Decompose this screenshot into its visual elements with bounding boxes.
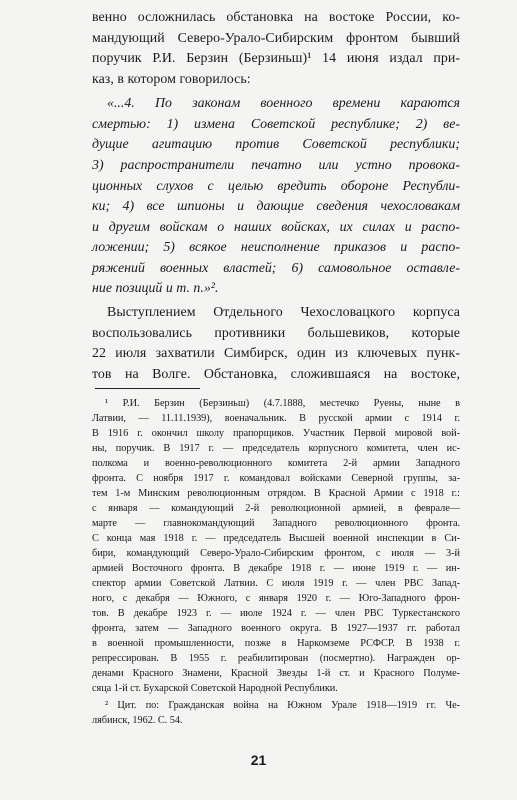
footnote-line: репрессирован. В 1955 г. реабилитирован (посмертно). Награжден ор-: [92, 653, 460, 664]
quote-line: ки; 4) все шпионы и дающие сведения чехословакам: [92, 199, 460, 214]
quote-line: ложении; 5) всякое неисполнение приказов и распо-: [92, 240, 460, 255]
footnote-line: фронта, затем — Западного военного округа. В 1927—1937 гг. работал: [92, 623, 460, 634]
quote-line: ние позиций и т. п.»².: [92, 281, 219, 296]
footnote-line: ны, поручик. В 1917 г. — председатель корпусного комитета, член ис-: [92, 443, 460, 454]
footnote-line: полкома и военно-революционного комитета 2-й армии Западного: [92, 458, 460, 469]
footnote-line: Латвии, — 11.11.1939), военачальник. В русской армии с 1914 г.: [92, 413, 460, 424]
footnote-line: ¹ Р.И. Берзин (Берзиньш) (4.7.1888, местечко Руены, ныне в: [105, 398, 460, 409]
footnote-line: в военной промышленности, позже в Наркомземе РСФСР. В 1938 г.: [92, 638, 460, 649]
footnote-line: денами Красного Знамени, Красной Звезды 1-й ст. и Красного Полуме-: [92, 668, 460, 679]
footnote-line: с января — командующий 2-й революционной армией, в феврале—: [92, 503, 460, 514]
footnote-line: С конца мая 1918 г. — председатель Высшей военной инспекции в Си-: [92, 533, 460, 544]
text-line: 22 июля захватили Симбирск, один из ключевых пунк-: [92, 346, 460, 361]
footnote-line: марте — главнокомандующий Западного революционного фронта.: [92, 518, 460, 529]
footnote-line: сяца 1-й ст. Бухарской Советской Народной Республики.: [92, 683, 338, 694]
footnote-line: армией Восточного фронта. В декабре 1918 г. — июне 1919 г. — ин-: [92, 563, 460, 574]
text-line: каз, в котором говорилось:: [92, 72, 251, 87]
footnote-line: спектор армии Советской Латвии. С июля 1919 г. — член РВС Запад-: [92, 578, 460, 589]
footnote-line: фронта. С ноября 1917 г. командовал войсками Северной группы, за-: [92, 473, 460, 484]
footnote-line: ² Цит. по: Гражданская война на Южном Урале 1918—1919 гг. Че-: [105, 700, 460, 711]
quote-line: ционных слухов с целью вредить обороне Республи-: [92, 179, 460, 194]
footnote-line: тов. В декабре 1923 г. — июле 1924 г. — член РВС Туркестанского: [92, 608, 460, 619]
footnote-line: лябинск, 1962. С. 54.: [92, 715, 183, 726]
footnote-line: тем 1-м Минским революционным отрядом. В Красной Армии с 1918 г.:: [92, 488, 460, 499]
footnote-line: В 1916 г. окончил школу прапорщиков. Участник Первой мировой вой-: [92, 428, 460, 439]
quote-line: 3) распространители печатно или устно провока-: [92, 158, 460, 173]
text-line: венно осложнилась обстановка на востоке России, ко-: [92, 10, 460, 25]
footnote-separator: [95, 388, 200, 389]
text-line: Выступлением Отдельного Чехословацкого корпуса: [107, 305, 460, 320]
footnote-line: ного, с декабря — Южного, с января 1920 г. — Юго-Западного фрон-: [92, 593, 460, 604]
quote-line: «...4. По законам военного времени караются: [107, 96, 460, 111]
quote-line: смертью: 1) измена Советской республике; 2) ве-: [92, 117, 460, 132]
text-line: тов на Волге. Обстановка, сложившаяся на востоке,: [92, 367, 460, 382]
text-line: мандующий Северо-Урало-Сибирским фронтом бывший: [92, 31, 460, 46]
quote-line: и другим войскам о наших войсках, их силах и распо-: [92, 220, 460, 235]
text-line: воспользовались противники большевиков, которые: [92, 326, 460, 341]
page-number: 21: [250, 752, 267, 768]
quote-line: ряжений военных властей; 6) самовольное оставле-: [92, 261, 460, 276]
quote-line: дущие агитацию против Советской республики;: [92, 137, 460, 152]
footnote-line: бири, командующий Северо-Урало-Сибирским фронтом, с июля — 3-й: [92, 548, 460, 559]
text-line: поручик Р.И. Берзин (Берзиньш)¹ 14 июня издал при-: [92, 51, 460, 66]
